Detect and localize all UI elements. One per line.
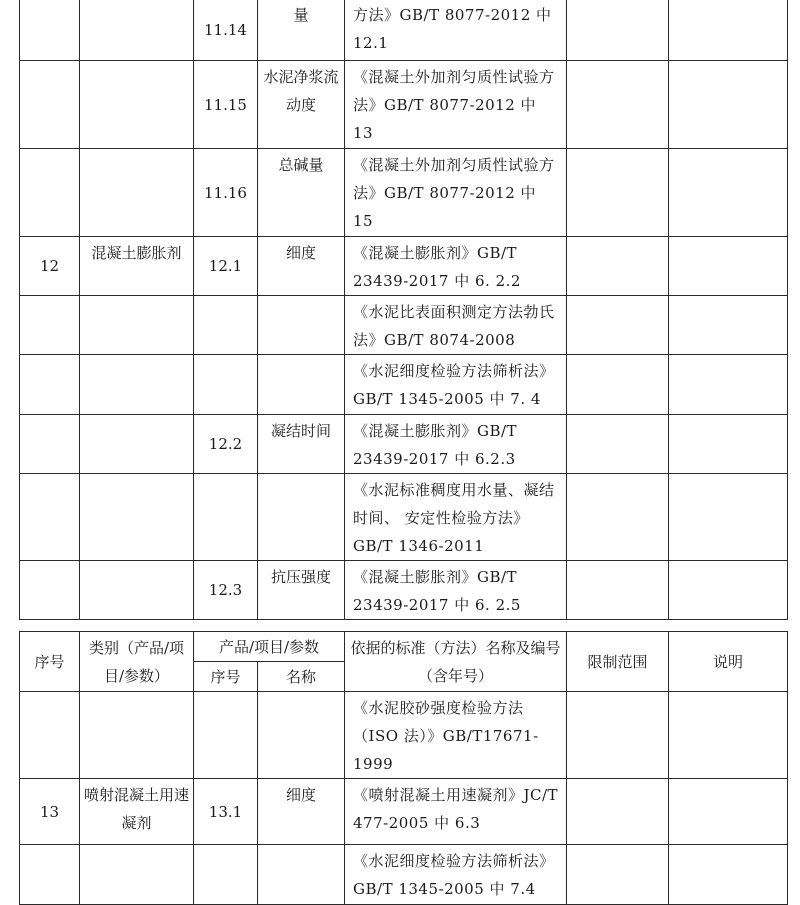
row-limit bbox=[567, 561, 669, 620]
row-name: 凝结时间 bbox=[258, 415, 345, 474]
row-standard: 《水泥细度检验方法筛析法》GB/T 1345-2005 中 7.4 bbox=[345, 845, 567, 905]
row-num bbox=[194, 296, 258, 355]
row-num: 11.14 bbox=[194, 0, 258, 61]
row-standard: 《混凝土膨胀剂》GB/T 23439-2017 中 6.2.3 bbox=[345, 415, 567, 474]
row-seq bbox=[20, 415, 80, 474]
row-num bbox=[194, 474, 258, 561]
table-row bbox=[20, 296, 788, 355]
row-limit bbox=[567, 845, 669, 905]
row-name: 水泥净浆流动度 bbox=[258, 61, 345, 149]
row-limit bbox=[567, 237, 669, 296]
row-category bbox=[80, 845, 194, 905]
row-note bbox=[669, 474, 788, 561]
row-seq bbox=[20, 61, 80, 149]
row-name bbox=[258, 845, 345, 905]
row-seq bbox=[20, 561, 80, 620]
row-name: 细度 bbox=[258, 779, 345, 845]
row-category bbox=[80, 149, 194, 237]
row-category bbox=[80, 0, 194, 61]
table-row bbox=[20, 61, 788, 149]
row-note bbox=[669, 561, 788, 620]
header-product-group: 产品/项目/参数 bbox=[194, 632, 345, 662]
row-num bbox=[194, 845, 258, 905]
row-note bbox=[669, 415, 788, 474]
row-seq: 12 bbox=[20, 237, 80, 296]
row-name: 量 bbox=[258, 0, 345, 61]
header-sub-name: 名称 bbox=[258, 662, 345, 692]
row-note bbox=[669, 355, 788, 415]
row-limit bbox=[567, 692, 669, 779]
row-limit bbox=[567, 61, 669, 149]
row-name bbox=[258, 474, 345, 561]
row-standard: 《喷射混凝土用速凝剂》JC/T 477-2005 中 6.3 bbox=[345, 779, 567, 845]
row-note bbox=[669, 0, 788, 61]
row-category bbox=[80, 296, 194, 355]
row-seq: 13 bbox=[20, 779, 80, 845]
row-standard: 《水泥标准稠度用水量、凝结时间、 安定性检验方法》GB/T 1346-2011 bbox=[345, 474, 567, 561]
table-row bbox=[20, 237, 788, 296]
row-seq bbox=[20, 296, 80, 355]
row-standard: 《水泥胶砂强度检验方法（ISO 法）》GB/T17671-1999 bbox=[345, 692, 567, 779]
row-note bbox=[669, 779, 788, 845]
header-note: 说明 bbox=[669, 632, 788, 692]
header-limit: 限制范围 bbox=[567, 632, 669, 692]
row-num bbox=[194, 692, 258, 779]
row-num bbox=[194, 355, 258, 415]
header-sub-num: 序号 bbox=[194, 662, 258, 692]
row-category bbox=[80, 474, 194, 561]
row-category bbox=[80, 692, 194, 779]
upper-table bbox=[19, 0, 788, 620]
table-row bbox=[20, 474, 788, 561]
row-standard: 《水泥细度检验方法筛析法》GB/T 1345-2005 中 7. 4 bbox=[345, 355, 567, 415]
row-standard: 《混凝土膨胀剂》GB/T 23439-2017 中 6. 2.2 bbox=[345, 237, 567, 296]
row-standard: 《混凝土膨胀剂》GB/T 23439-2017 中 6. 2.5 bbox=[345, 561, 567, 620]
row-category bbox=[80, 561, 194, 620]
row-num: 11.15 bbox=[194, 61, 258, 149]
row-category bbox=[80, 355, 194, 415]
row-num: 12.1 bbox=[194, 237, 258, 296]
row-standard: 《混凝土外加剂匀质性试验方法》GB/T 8077-2012 中 13 bbox=[345, 61, 567, 149]
row-seq bbox=[20, 474, 80, 561]
row-limit bbox=[567, 296, 669, 355]
row-name: 抗压强度 bbox=[258, 561, 345, 620]
row-category: 混凝土膨胀剂 bbox=[80, 237, 194, 296]
row-limit bbox=[567, 415, 669, 474]
table-row bbox=[20, 149, 788, 237]
row-seq bbox=[20, 0, 80, 61]
table-row bbox=[20, 0, 788, 61]
row-category bbox=[80, 61, 194, 149]
row-standard: 《混凝土外加剂匀质性试验方法》GB/T 8077-2012 中 15 bbox=[345, 149, 567, 237]
row-seq bbox=[20, 845, 80, 905]
row-note bbox=[669, 237, 788, 296]
row-note bbox=[669, 61, 788, 149]
row-category: 喷射混凝土用速凝剂 bbox=[80, 779, 194, 845]
row-limit bbox=[567, 474, 669, 561]
row-limit bbox=[567, 355, 669, 415]
table-row bbox=[20, 415, 788, 474]
row-note bbox=[669, 692, 788, 779]
row-limit bbox=[567, 779, 669, 845]
row-seq bbox=[20, 692, 80, 779]
row-note bbox=[669, 296, 788, 355]
table-row bbox=[20, 561, 788, 620]
row-note bbox=[669, 845, 788, 905]
row-standard: 《水泥比表面积测定方法勃氏法》GB/T 8074-2008 bbox=[345, 296, 567, 355]
table-row bbox=[20, 845, 788, 905]
header-standard: 依据的标准（方法）名称及编号（含年号） bbox=[345, 632, 567, 692]
row-num: 13.1 bbox=[194, 779, 258, 845]
row-seq bbox=[20, 149, 80, 237]
row-category bbox=[80, 415, 194, 474]
row-name bbox=[258, 296, 345, 355]
row-standard: 方法》GB/T 8077-2012 中 12.1 bbox=[345, 0, 567, 61]
row-limit bbox=[567, 149, 669, 237]
header-category: 类别（产品/项目/参数） bbox=[80, 632, 194, 692]
table-row bbox=[20, 779, 788, 845]
row-name bbox=[258, 692, 345, 779]
row-seq bbox=[20, 355, 80, 415]
row-name bbox=[258, 355, 345, 415]
row-limit bbox=[567, 0, 669, 61]
table-row bbox=[20, 692, 788, 779]
row-num: 11.16 bbox=[194, 149, 258, 237]
row-name: 总碱量 bbox=[258, 149, 345, 237]
row-note bbox=[669, 149, 788, 237]
row-name: 细度 bbox=[258, 237, 345, 296]
lower-table bbox=[19, 631, 788, 905]
table-row bbox=[20, 355, 788, 415]
row-num: 12.2 bbox=[194, 415, 258, 474]
header-seq: 序号 bbox=[20, 632, 80, 692]
row-num: 12.3 bbox=[194, 561, 258, 620]
